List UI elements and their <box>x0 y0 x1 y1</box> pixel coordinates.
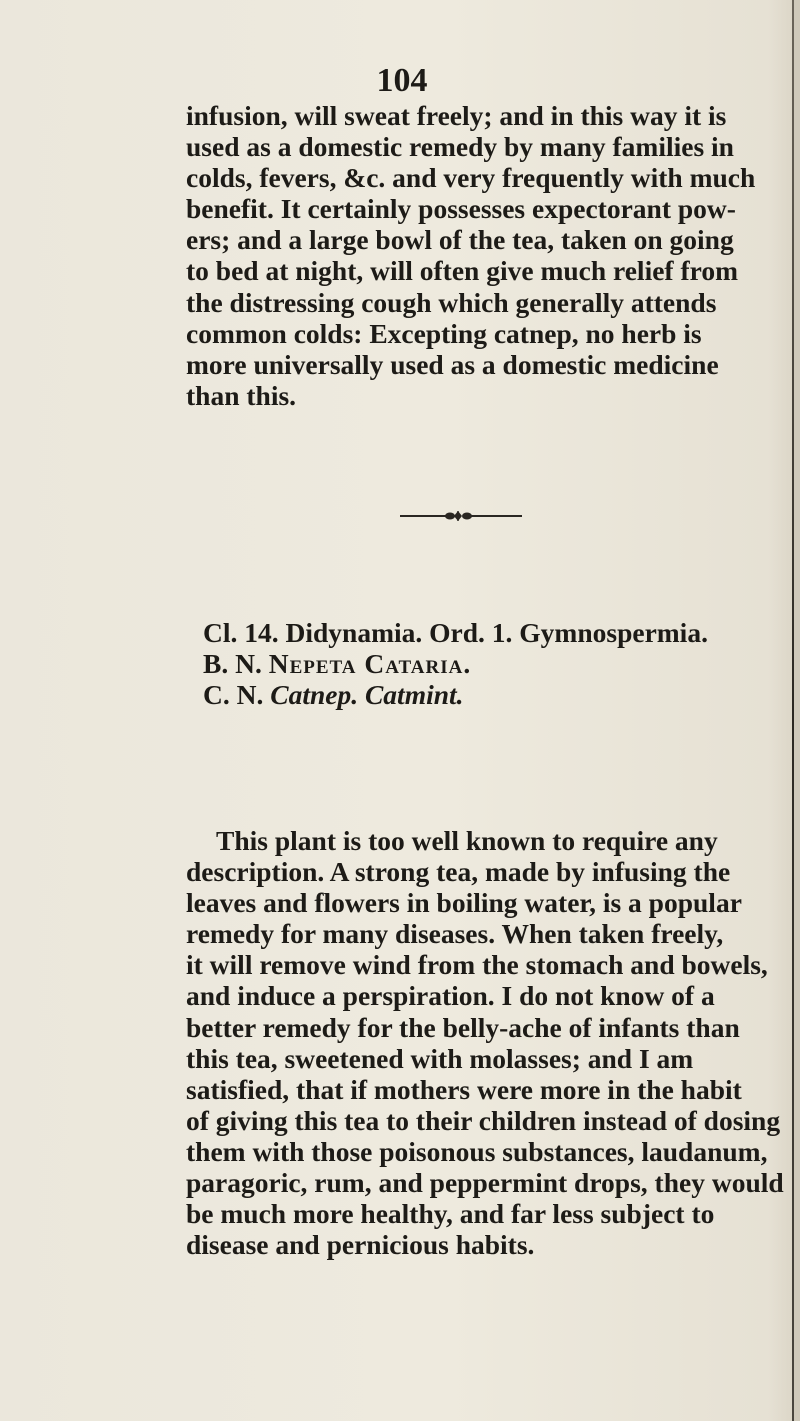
text-line: this tea, sweetened with molasses; and I am <box>186 1042 694 1074</box>
text-line: more universally used as a domestic medicine <box>186 348 719 380</box>
paragraph-catnep-description <box>186 825 784 1261</box>
text-line: of giving this tea to their children instead of dosing <box>186 1104 781 1136</box>
section-divider-ornament <box>398 510 524 522</box>
text-line: it will remove wind from the stomach and bowels, <box>186 949 768 981</box>
text-line: be much more healthy, and far less subject to <box>186 1198 715 1230</box>
class-order-line: Cl. 14. Didynamia. Ord. 1. Gymnospermia. <box>203 617 708 648</box>
text-line: to bed at night, will often give much relief from <box>186 255 738 287</box>
page-edge-line <box>792 0 794 1421</box>
text-line: leaves and flowers in boiling water, is a popular <box>186 887 742 919</box>
text-line: disease and pernicious habits. <box>186 1229 535 1261</box>
text-line: infusion, will sweat freely; and in this way it is <box>186 100 727 131</box>
text-line: ers; and a large bowl of the tea, taken on going <box>186 224 734 256</box>
text-line: paragoric, rum, and peppermint drops, they would <box>186 1167 784 1199</box>
text-line: satisfied, that if mothers were more in the habit <box>186 1073 742 1105</box>
text-line: than this. <box>186 379 297 411</box>
page-number: 104 <box>376 62 428 99</box>
page-edge-shadow <box>794 0 800 1421</box>
text-line: and induce a perspiration. I do not know of a <box>186 980 715 1012</box>
text-line: description. A strong tea, made by infusing the <box>186 856 731 888</box>
common-names: Catnep. Catmint. <box>270 679 464 710</box>
text-line: them with those poisonous substances, laudanum, <box>186 1135 768 1167</box>
text-line: colds, fevers, &c. and very frequently with much <box>186 162 756 194</box>
botanical-name: Nepeta Cataria. <box>268 648 472 679</box>
text-line: benefit. It certainly possesses expectorant pow- <box>186 193 736 225</box>
common-name-line <box>203 679 783 710</box>
classification-heading <box>203 617 783 710</box>
text-line: common colds: Excepting catnep, no herb is <box>186 317 702 349</box>
text-line: remedy for many diseases. When taken freely, <box>186 918 724 950</box>
paragraph-infusion <box>186 100 776 411</box>
text-line: used as a domestic remedy by many families in <box>186 131 734 163</box>
text-line: better remedy for the belly-ache of infants than <box>186 1011 740 1043</box>
botanical-prefix: B. N. <box>203 648 262 679</box>
text-line: the distressing cough which generally attends <box>186 286 717 318</box>
common-prefix: C. N. <box>203 679 264 710</box>
text-line: This plant is too well known to require any <box>216 825 718 856</box>
botanical-name-line <box>203 648 783 679</box>
